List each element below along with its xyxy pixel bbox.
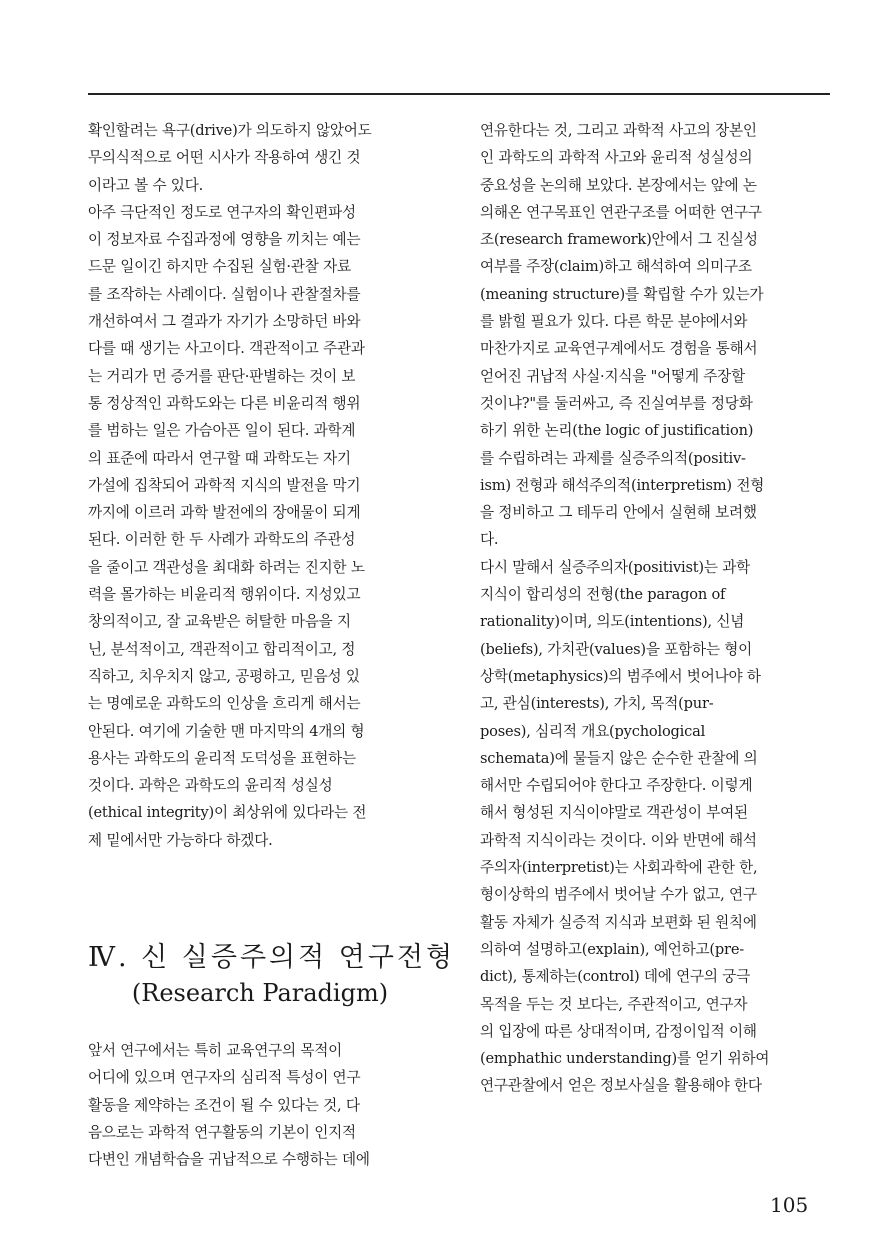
text-line: 용사는 과학도의 윤리적 도덕성을 표현하는 bbox=[88, 749, 356, 767]
text-line: 아주 극단적인 정도로 연구자의 확인편파성 bbox=[88, 203, 356, 221]
text-line: 다. bbox=[480, 531, 499, 549]
header-rule bbox=[88, 93, 830, 95]
text-line: dict), 통제하는(control) 데에 연구의 궁극 bbox=[480, 968, 751, 986]
text-line: 력을 몰가하는 비윤리적 행위이다. 지성있고 bbox=[88, 586, 361, 604]
text-line: 다변인 개념학습을 귀납적으로 수행하는 데에 bbox=[88, 1151, 370, 1169]
text-line: 제 밑에서만 가능하다 하겠다. bbox=[88, 831, 273, 849]
text-line: 음으로는 과학적 연구활동의 기본이 인지적 bbox=[88, 1123, 356, 1141]
text-line: 를 밝힐 필요가 있다. 다른 학문 분야에서와 bbox=[480, 313, 748, 331]
text-line: 연유한다는 것, 그리고 과학적 사고의 장본인 bbox=[480, 122, 757, 139]
text-line: 형이상학의 범주에서 벗어날 수가 없고, 연구 bbox=[480, 886, 757, 904]
text-line: 얻어진 귀납적 사실·지식을 "어떻게 주장할 bbox=[480, 367, 745, 385]
text-line: 를 조작하는 사례이다. 실험이나 관찰절차를 bbox=[88, 285, 361, 303]
text-line: 여부를 주장(claim)하고 해석하여 의미구조 bbox=[480, 258, 752, 276]
left-column-text bbox=[88, 117, 432, 854]
text-line: 창의적이고, 잘 교육받은 허탈한 마음을 지 bbox=[88, 613, 351, 631]
text-line: 하기 위한 논리(the logic of justification) bbox=[480, 422, 754, 440]
text-line: 의 입장에 따른 상대적이며, 감정이입적 이해 bbox=[480, 1022, 757, 1040]
text-line: 이라고 볼 수 있다. bbox=[88, 176, 204, 194]
text-line: 을 줄이고 객관성을 최대화 하려는 진지한 노 bbox=[88, 558, 365, 576]
text-line: 는 명예로운 과학도의 인상을 흐리게 해서는 bbox=[88, 695, 361, 713]
section-heading-english: (Research Paradigm) bbox=[131, 979, 389, 1007]
text-line: (ethical integrity)이 최상위에 있다라는 전 bbox=[88, 804, 367, 822]
text-line: 앞서 연구에서는 특히 교육연구의 목적이 bbox=[88, 1042, 343, 1059]
text-line: 다를 때 생기는 사고이다. 객관적이고 주관과 bbox=[88, 340, 365, 358]
text-line: 의하여 설명하고(explain), 예언하고(pre- bbox=[480, 940, 745, 958]
text-line: 의 표준에 따라서 연구할 때 과학도는 자기 bbox=[88, 449, 351, 467]
text-line: 직하고, 치우치지 않고, 공평하고, 믿음성 있 bbox=[88, 667, 360, 685]
text-line: 인 과학도의 과학적 사고와 윤리적 성실성의 bbox=[480, 149, 753, 167]
section-heading-korean: Ⅳ. 신 실증주의적 연구전형 bbox=[88, 942, 456, 973]
text-line: 까지에 이르러 과학 발전에의 장애물이 되게 bbox=[88, 504, 361, 522]
text-line: ism) 전형과 해석주의적(interpretism) 전형 bbox=[480, 476, 765, 494]
text-line: 마찬가지로 교육연구계에서도 경험을 통해서 bbox=[480, 340, 758, 358]
text-line: 주의자(interpretist)는 사회과학에 관한 한, bbox=[480, 859, 758, 877]
text-line: 중요성을 논의해 보았다. 본장에서는 앞에 논 bbox=[480, 176, 757, 194]
text-line: 활동 자체가 실증적 지식과 보편화 된 원칙에 bbox=[480, 913, 757, 931]
text-line: 가설에 집착되어 과학적 지식의 발전을 막기 bbox=[88, 476, 361, 494]
text-line: rationality)이며, 의도(intentions), 신념 bbox=[480, 613, 745, 631]
text-line: schemata)에 물들지 않은 순수한 관찰에 의 bbox=[480, 749, 758, 767]
text-line: 의해온 연구목표인 연관구조를 어떠한 연구구 bbox=[480, 203, 762, 221]
text-line: 된다. 이러한 한 두 사례가 과학도의 주관성 bbox=[88, 531, 356, 549]
text-line: 닌, 분석적이고, 객관적이고 합리적이고, 정 bbox=[88, 640, 356, 658]
text-line: 개선하여서 그 결과가 자기가 소망하던 바와 bbox=[88, 313, 361, 331]
text-line: 지식이 합리성의 전형(the paragon of bbox=[480, 586, 726, 604]
text-line: 것이다. 과학은 과학도의 윤리적 성실성 bbox=[88, 777, 333, 795]
text-line: 상학(metaphysics)의 범주에서 벗어나야 하 bbox=[480, 667, 761, 685]
left-column-section-text bbox=[88, 1037, 432, 1173]
text-line: (beliefs), 가치관(values)을 포함하는 형이 bbox=[480, 640, 753, 658]
text-line: 통 정상적인 과학도와는 다른 비윤리적 행위 bbox=[88, 394, 361, 412]
text-line: 목적을 두는 것 보다는, 주관적이고, 연구자 bbox=[480, 995, 748, 1013]
page-number: 105 bbox=[770, 1193, 809, 1217]
text-line: 고, 관심(interests), 가치, 목적(pur- bbox=[480, 695, 714, 713]
text-line: poses), 심리적 개요(pychological bbox=[480, 722, 706, 740]
text-line: 는 거리가 먼 증거를 판단·판별하는 것이 보 bbox=[88, 367, 356, 385]
text-line: 를 범하는 일은 가슴아픈 일이 된다. 과학계 bbox=[88, 422, 356, 440]
text-line: 조(research framework)안에서 그 진실성 bbox=[480, 231, 758, 249]
text-line: 드문 일이긴 하지만 수집된 실험·관찰 자료 bbox=[88, 258, 351, 276]
text-line: 다시 말해서 실증주의자(positivist)는 과학 bbox=[480, 558, 751, 576]
text-line: (meaning structure)를 확립할 수가 있는가 bbox=[480, 285, 764, 303]
text-line: 를 수립하려는 과제를 실증주의적(positiv- bbox=[480, 449, 746, 467]
text-line: 무의식적으로 어떤 시사가 작용하여 생긴 것 bbox=[88, 149, 361, 167]
text-line: 연구관찰에서 얻은 정보사실을 활용해야 한다 bbox=[480, 1077, 762, 1095]
text-line: 어디에 있으며 연구자의 심리적 특성이 연구 bbox=[88, 1069, 361, 1087]
text-line: 것이냐?"를 둘러싸고, 즉 진실여부를 정당화 bbox=[480, 394, 753, 412]
text-line: 활동을 제약하는 조건이 될 수 있다는 것, 다 bbox=[88, 1096, 360, 1114]
text-line: 안된다. 여기에 기술한 맨 마지막의 4개의 형 bbox=[88, 722, 365, 740]
right-column-text bbox=[480, 117, 824, 1100]
text-line: (emphathic understanding)를 얻기 위하여 bbox=[480, 1050, 770, 1068]
text-line: 과학적 지식이라는 것이다. 이와 반면에 해석 bbox=[480, 831, 757, 849]
text-line: 해서만 수립되어야 한다고 주장한다. 이렇게 bbox=[480, 777, 753, 795]
text-line: 이 정보자료 수집과정에 영향을 끼치는 예는 bbox=[88, 231, 361, 249]
section-heading bbox=[88, 940, 456, 1010]
text-line: 확인할려는 욕구(drive)가 의도하지 않았어도 bbox=[88, 122, 372, 139]
text-line: 해서 형성된 지식이야말로 객관성이 부여된 bbox=[480, 804, 748, 822]
text-line: 을 정비하고 그 테두리 안에서 실현해 보려했 bbox=[480, 504, 757, 522]
